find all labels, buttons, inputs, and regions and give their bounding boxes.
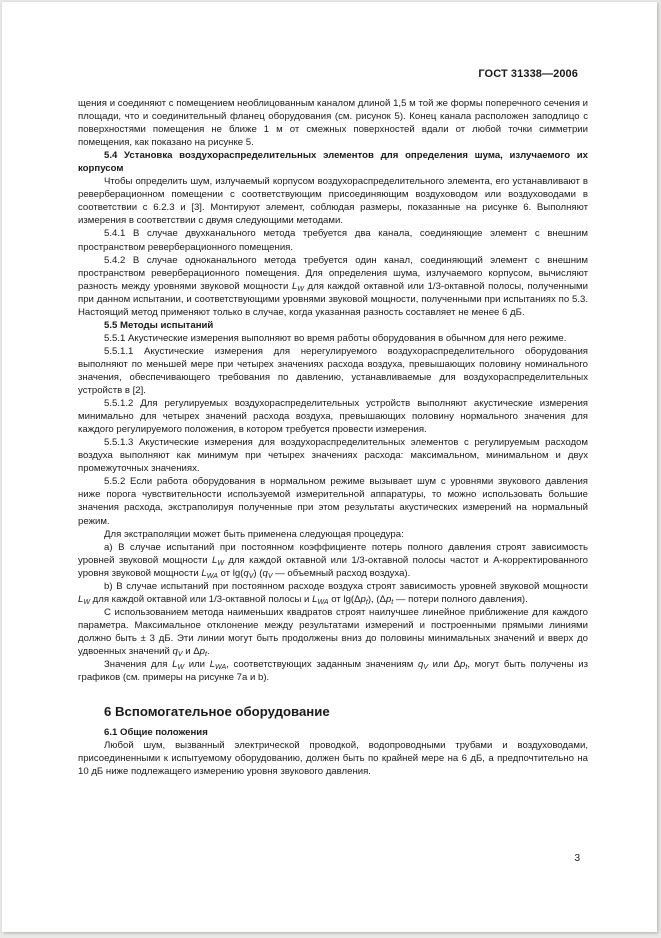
section-heading-6: 6 Вспомогательное оборудование (104, 704, 330, 720)
paragraph: Значения для $L_W$ или $L_{WA}$, соответствующих заданным значениям $q_V$ или $\Delta p_t$, могут быть получены из графиков (см. примеры на рисунке 7a и b). (78, 659, 588, 684)
paragraph: b) В случае испытаний при постоянном расходе воздуха строят зависимость уровней звуковой мощности $L_W$ для каждой октавной или 1/3-октавной полосы и $L_{WA}$ от $\lg(\Delta p_t)$, ($\Delta p_t$ — потери полного давления). (78, 580, 588, 606)
section-heading-5-5: 5.5 Методы испытаний (104, 319, 214, 331)
paragraph: 5.5.1.2 Для регулируемых воздухораспределительных устройств выполняют акустические измерения минимально для четырех значений расхода воздуха, превышающих половину нормального значения для каждого регулируемого положения, в котором требуется провести измерения. (78, 398, 588, 436)
paragraph: 5.5.1.3 Акустические измерения для воздухораспределительных элементов с регулируемым расходом воздуха выполняют как минимум при четырех значениях расхода: максимальном, минимальном и двух промежуточных значениях. (78, 437, 588, 475)
paragraph: щения и соединяют с помещением необлицованным каналом длиной 1,5 м той же формы поперечного сечения и площади, что и соединительный фланец оборудования (см. рисунок 5). Конец канала расположен заподлицо с поверхностями помещения не ближе 1 м от смежных поверхностей вдали от любой точки симметрии помещения, как показано на рисунке 5. (78, 98, 588, 149)
paragraph: 5.5.1.1 Акустические измерения для нерегулируемого воздухораспределительного оборудования выполняют по меньшей мере при четырех значениях расхода воздуха, превышающих половину номинального значения, обеспечивающего требования по давлению, устанавливаемые для воздухораспределительных устройств в [2]. (78, 345, 588, 397)
page-content (78, 97, 588, 778)
paragraph: 5.5.1 Акустические измерения выполняют во время работы оборудования в обычном для него режиме. (104, 332, 567, 344)
paragraph: Для экстраполяции может быть применена следующая процедура: (104, 528, 404, 540)
paragraph: 5.4.1 В случае двухканального метода требуется два канала, соединяющие элемент с внешним пространством реверберационного помещения. (78, 228, 588, 253)
paragraph: 5.5.2 Если работа оборудования в нормальном режиме вызывает шум с уровнями звукового давления ниже порога чувствительности используемой измерительной аппаратуры, то можно использовать большие значения расхода, экстраполируя полученные при этом результаты акустических измерений на нормальный режим. (78, 476, 588, 527)
document-page (2, 2, 657, 932)
section-heading-5-4: 5.4 Установка воздухораспределительных элементов для определения шума, излучаемого их корпусом (78, 150, 588, 175)
paragraph: Любой шум, вызванный электрической проводкой, водопроводными трубами и воздуховодами, присоединенными к испытуемому оборудованию, должен быть по крайней мере на 6 дБ, а предпочтительно на 10 дБ ниже подлежащего измерению уровня звукового давления. (78, 740, 588, 778)
paragraph: Чтобы определить шум, излучаемый корпусом воздухораспределительного элемента, его устанавливают в реверберационном помещении с соответствующим присоединяющим воздуховодом или воздуховодами в соответствии с 6.2.3 и [3]. Монтируют элемент, соблюдая размеры, показанные на рисунке 6. Выполняют измерения в соответствии с двумя следующими методами. (78, 176, 588, 227)
document-header: ГОСТ 31338—2006 (478, 68, 578, 80)
paragraph: 5.4.2 В случае одноканального метода требуется один канал, соединяющий элемент с внешним пространством реверберационного помещения. Для определения шума, излучаемого корпусом, вычисляют разность между уровнями звуковой мощности $L_W$ для каждой октавной или 1/3-октавной полосы, полученными при данном испытании, и соответствующими уровнями звуковой мощности, полученными при испытаниях по 5.3. Настоящий метод применяют только в случае, когда указанная разность составляет не менее 6 дБ. (78, 254, 588, 318)
paragraph: С использованием метода наименьших квадратов строят наилучшее линейное приближение для каждого параметра. Максимальное отклонение между результатами измерений и построенными прямыми линиями должно быть ± 3 дБ. Эти линии могут быть продолжены вниз до половины минимальных значений и вверх до удвоенных значений $q_V$ и $\Delta p_t$. (78, 606, 588, 658)
page-number: 3 (574, 853, 580, 864)
paragraph: a) В случае испытаний при постоянном коэффициенте потерь полного давления строят зависимость уровней звуковой мощности $L_W$ для каждой октавной или 1/3-октавной полосы частот и А-корректированного уровня звуковой мощности $L_{WA}$ от $\lg(q_V)$ ($q_V$ — объемный расход воздуха). (78, 541, 588, 580)
section-heading-6-1: 6.1 Общие положения (104, 727, 208, 739)
